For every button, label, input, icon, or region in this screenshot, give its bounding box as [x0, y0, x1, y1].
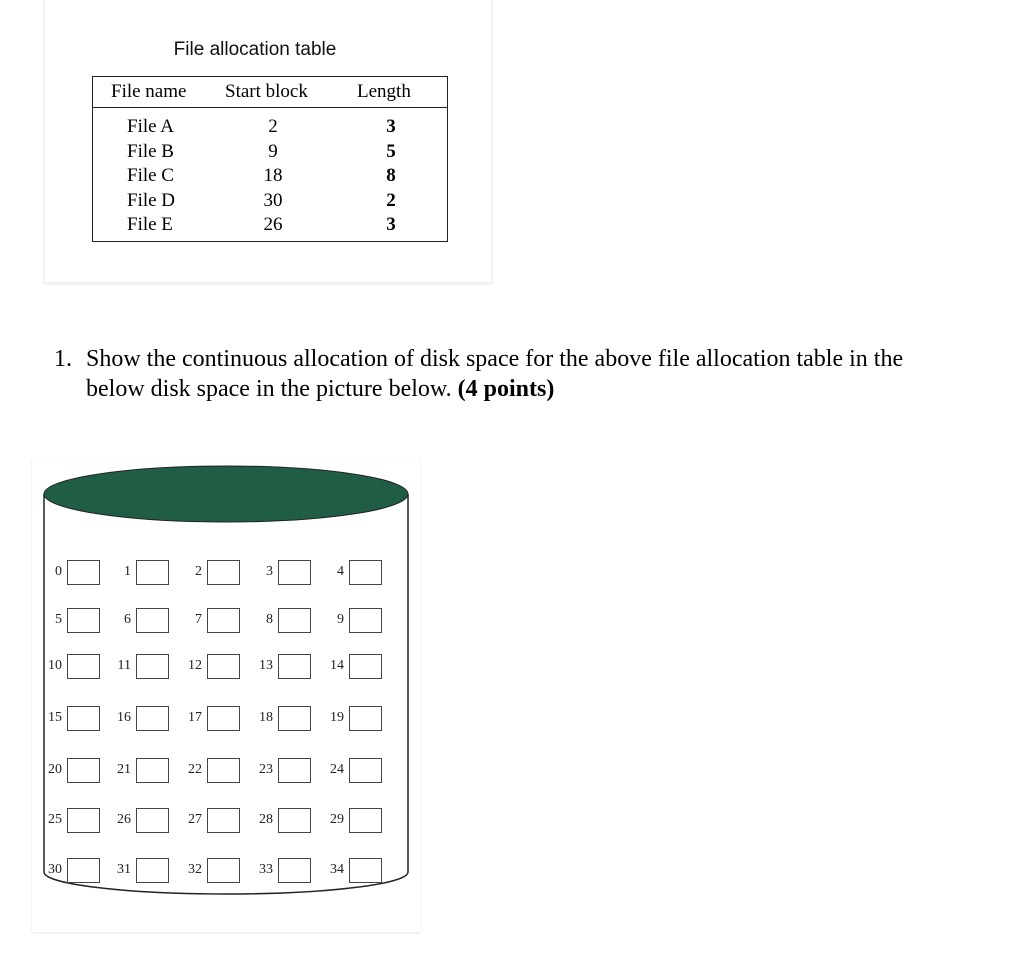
disk-block-cell[interactable]	[207, 608, 240, 633]
start-block-cell: 26	[263, 214, 283, 235]
fat-row	[93, 115, 447, 140]
disk-block-number: 10	[48, 658, 62, 673]
disk-block-cell[interactable]	[278, 808, 311, 833]
disk-block-number: 24	[330, 762, 344, 777]
disk-block-cell[interactable]	[278, 706, 311, 731]
question-number: 1.	[54, 346, 72, 372]
disk-block-cell[interactable]	[278, 654, 311, 679]
disk-block-cell[interactable]	[278, 560, 311, 585]
disk-block-number: 3	[266, 564, 273, 579]
disk-block-number: 22	[188, 762, 202, 777]
header-file-name: File name	[111, 81, 187, 102]
disk-block-number: 17	[188, 710, 202, 725]
disk-block-number: 12	[188, 658, 202, 673]
fat-header-row	[93, 77, 447, 108]
disk-block-cell[interactable]	[67, 654, 100, 679]
start-block-cell: 9	[268, 140, 278, 162]
start-block-cell: 30	[263, 189, 283, 211]
disk-block-number: 8	[266, 612, 273, 627]
header-length: Length	[357, 81, 411, 102]
disk-block-number: 18	[259, 710, 273, 725]
file-name-cell: File C	[127, 165, 174, 186]
fat-row	[93, 189, 447, 214]
disk-block-number: 15	[48, 710, 62, 725]
file-name-cell: File E	[127, 214, 173, 235]
disk-block-number: 6	[124, 612, 131, 627]
disk-block-cell[interactable]	[349, 706, 382, 731]
disk-block-number: 0	[55, 564, 62, 579]
disk-block-number: 28	[259, 812, 273, 827]
disk-block-number: 30	[48, 862, 62, 877]
fat-body	[93, 115, 447, 238]
disk-block-cell[interactable]	[67, 808, 100, 833]
question-points: (4 points)	[457, 376, 555, 402]
fat-row	[93, 213, 447, 238]
disk-figure	[32, 458, 420, 932]
disk-block-cell[interactable]	[349, 654, 382, 679]
disk-block-number: 20	[48, 762, 62, 777]
disk-block-number: 2	[195, 564, 202, 579]
disk-block-number: 25	[48, 812, 62, 827]
disk-block-number: 34	[330, 862, 344, 877]
disk-block-cell[interactable]	[207, 654, 240, 679]
fat-figure	[44, 0, 492, 283]
length-cell: 5	[386, 140, 396, 162]
disk-block-number: 4	[337, 564, 344, 579]
question-body: Show the continuous allocation of disk space for the above file allocation table in the below disk space in the picture below.	[86, 346, 904, 402]
disk-block-number: 7	[195, 612, 202, 627]
disk-block-cell[interactable]	[136, 808, 169, 833]
disk-block-cell[interactable]	[349, 808, 382, 833]
disk-block-cell[interactable]	[349, 858, 382, 883]
disk-block-cell[interactable]	[349, 758, 382, 783]
disk-block-cell[interactable]	[207, 858, 240, 883]
start-block-cell: 2	[268, 116, 278, 137]
length-cell: 3	[386, 116, 396, 137]
disk-block-cell[interactable]	[207, 808, 240, 833]
disk-block-cell[interactable]	[67, 706, 100, 731]
disk-block-cell[interactable]	[136, 706, 169, 731]
disk-block-cell[interactable]	[349, 608, 382, 633]
file-name-cell: File D	[127, 189, 176, 211]
disk-block-cell[interactable]	[67, 608, 100, 633]
disk-block-cell[interactable]	[278, 608, 311, 633]
disk-block-number: 21	[117, 762, 131, 777]
disk-block-cell[interactable]	[278, 858, 311, 883]
disk-block-number: 26	[117, 812, 131, 827]
disk-block-number: 27	[188, 812, 202, 827]
disk-block-number: 5	[55, 612, 62, 627]
disk-block-number: 33	[259, 862, 273, 877]
file-name-cell: File A	[127, 116, 174, 137]
disk-block-number: 16	[117, 710, 131, 725]
disk-block-cell[interactable]	[207, 706, 240, 731]
question-text	[86, 344, 946, 404]
file-name-cell: File B	[127, 140, 174, 162]
disk-block-number: 1	[124, 564, 131, 579]
disk-block-number: 9	[337, 612, 344, 627]
disk-block-cell[interactable]	[207, 560, 240, 585]
disk-block-cell[interactable]	[136, 608, 169, 633]
fat-row	[93, 140, 447, 165]
disk-block-cell[interactable]	[136, 758, 169, 783]
disk-block-number: 19	[330, 710, 344, 725]
disk-block-cell[interactable]	[136, 560, 169, 585]
disk-block-number: 32	[188, 862, 202, 877]
header-start-block: Start block	[225, 81, 308, 102]
disk-block-cell[interactable]	[136, 858, 169, 883]
disk-block-number: 23	[259, 762, 273, 777]
disk-block-number: 31	[117, 862, 131, 877]
fat-row	[93, 164, 447, 189]
disk-block-number: 29	[330, 812, 344, 827]
disk-block-number: 11	[117, 658, 131, 673]
length-cell: 2	[386, 189, 396, 211]
fat-table	[92, 76, 448, 242]
disk-block-number: 13	[259, 658, 273, 673]
disk-block-cell[interactable]	[67, 858, 100, 883]
disk-cylinder-top	[44, 466, 408, 522]
disk-block-cell[interactable]	[278, 758, 311, 783]
disk-block-cell[interactable]	[207, 758, 240, 783]
disk-block-cell[interactable]	[349, 560, 382, 585]
disk-block-cell[interactable]	[67, 560, 100, 585]
start-block-cell: 18	[263, 165, 283, 186]
length-cell: 3	[386, 214, 396, 235]
disk-block-number: 14	[330, 658, 344, 673]
disk-cylinder-body	[44, 494, 408, 894]
disk-block-cell[interactable]	[136, 654, 169, 679]
fat-caption: File allocation table	[173, 39, 337, 60]
disk-block-cell[interactable]	[67, 758, 100, 783]
length-cell: 8	[386, 165, 396, 186]
